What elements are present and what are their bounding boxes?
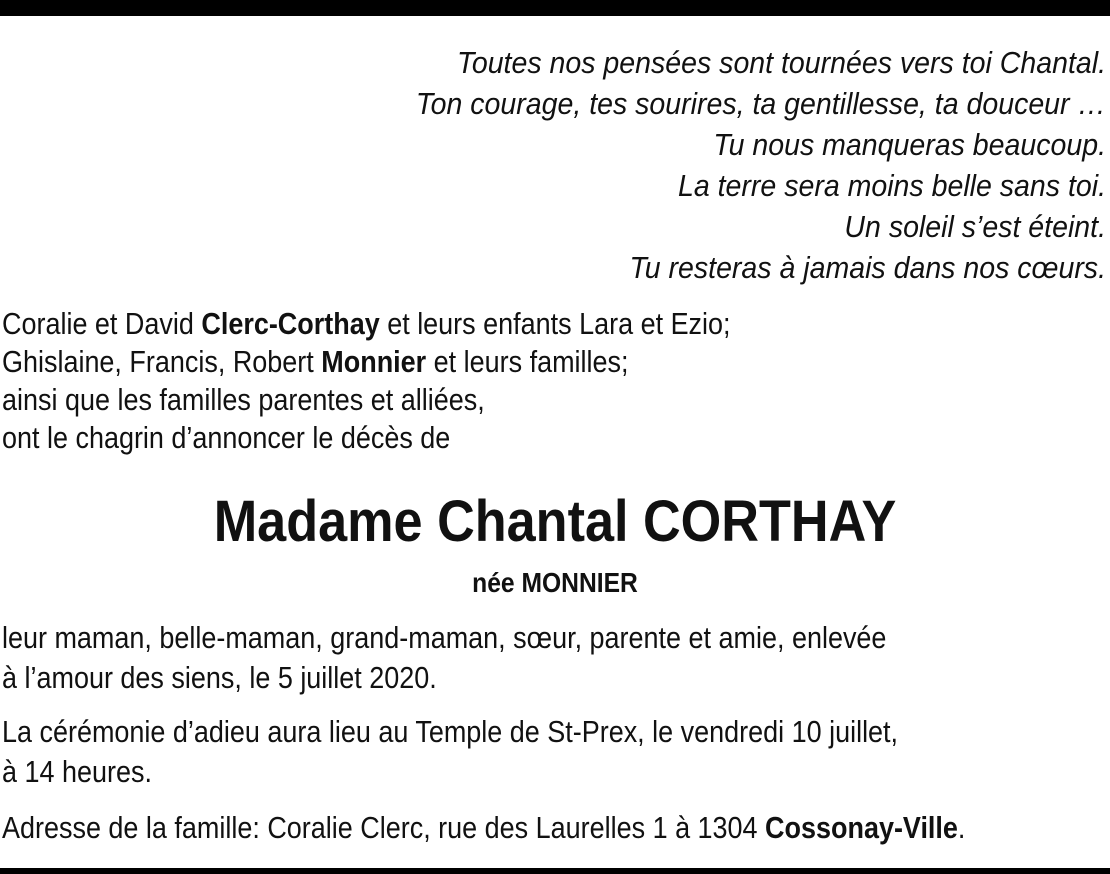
- family-text: et leurs enfants Lara et Ezio;: [379, 306, 731, 341]
- poem-line: Toutes nos pensées sont tournées vers toi Chantal.: [457, 45, 1106, 80]
- family-text: Ghislaine, Francis, Robert: [2, 344, 322, 379]
- address-text: Adresse de la famille: Coralie Clerc, rue des Laurelles 1 à 1304: [2, 810, 766, 845]
- top-border-rule: [0, 0, 1110, 16]
- address-text: .: [957, 810, 966, 845]
- maiden-name: née MONNIER: [472, 567, 638, 598]
- family-surname: Clerc-Corthay: [201, 306, 380, 341]
- family-announcement: [2, 305, 1011, 457]
- address-line: [2, 808, 1110, 848]
- poem-line: Ton courage, tes sourires, ta gentillesse, ta douceur …: [415, 86, 1106, 121]
- family-line-relatives: ainsi que les familles parentes et alliées,: [2, 382, 485, 417]
- bottom-border-rule: [0, 868, 1110, 874]
- tribute-line: leur maman, belle-maman, grand-maman, sœur, parente et amie, enlevée: [2, 620, 887, 655]
- ceremony-line: à 14 heures.: [2, 754, 152, 789]
- poem-line: Tu nous manqueras beaucoup.: [713, 127, 1106, 162]
- family-text: Coralie et David: [2, 306, 202, 341]
- family-line-monnier: [2, 343, 1011, 381]
- poem-verse: [186, 42, 1106, 288]
- family-text: et leurs familles;: [426, 344, 629, 379]
- tribute-paragraph: [2, 618, 1110, 698]
- family-address: [2, 808, 1110, 848]
- poem-line: La terre sera moins belle sans toi.: [677, 168, 1106, 203]
- ceremony-paragraph: [2, 712, 1110, 792]
- poem-line: Un soleil s’est éteint.: [844, 209, 1106, 244]
- poem-line: Tu resteras à jamais dans nos cœurs.: [629, 250, 1106, 285]
- deceased-name: Madame Chantal CORTHAY: [213, 489, 897, 554]
- family-line-announcement: ont le chagrin d’annoncer le décès de: [2, 420, 451, 455]
- family-surname: Monnier: [321, 344, 427, 379]
- family-line-clerc-corthay: [2, 305, 1011, 343]
- address-town: Cossonay-Ville: [765, 810, 958, 845]
- ceremony-line: La cérémonie d’adieu aura lieu au Temple de St-Prex, le vendredi 10 juillet,: [2, 714, 899, 749]
- tribute-line: à l’amour des siens, le 5 juillet 2020.: [2, 660, 437, 695]
